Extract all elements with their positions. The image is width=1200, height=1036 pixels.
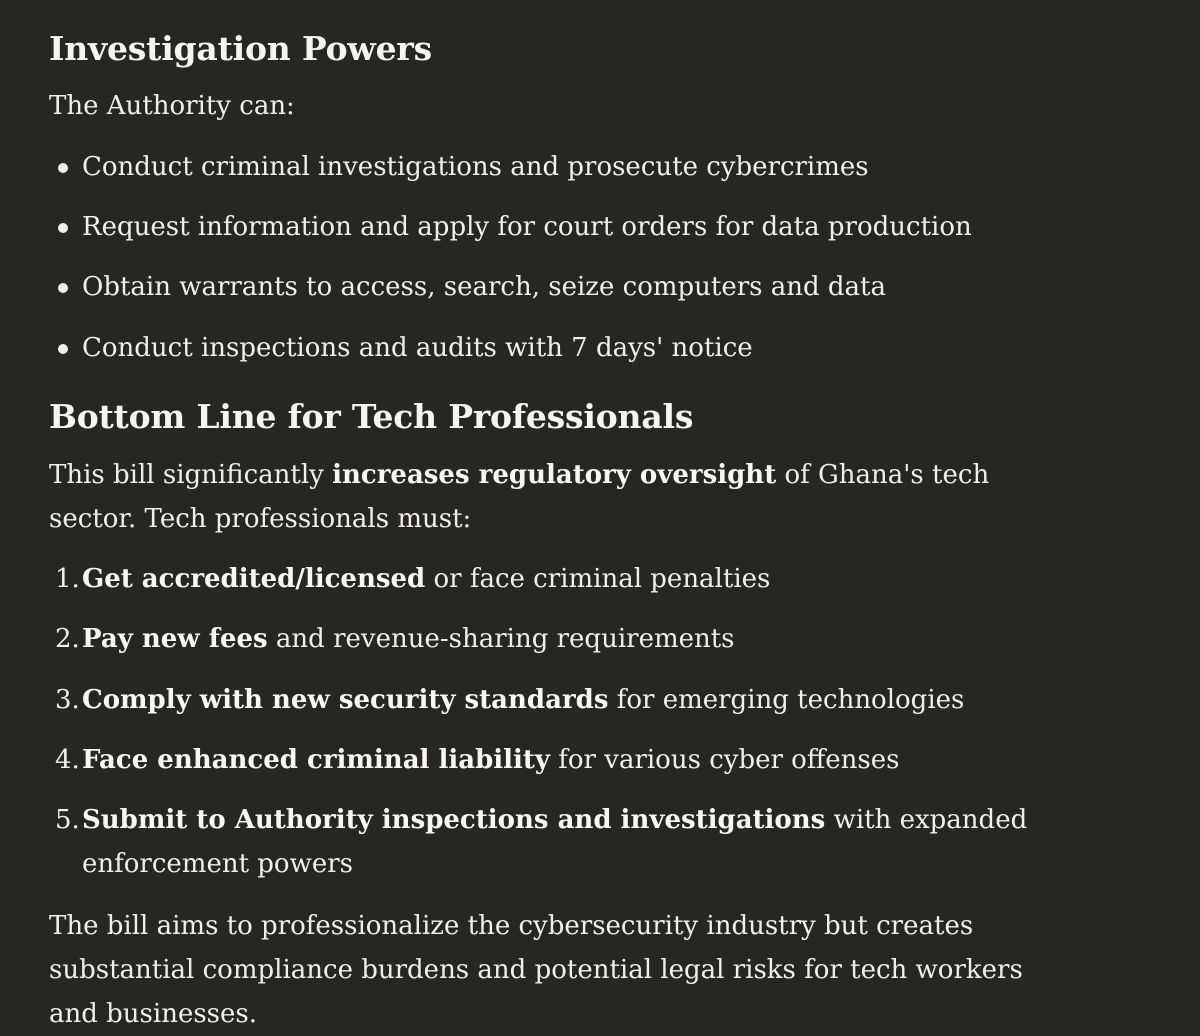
list-item-rest: for emerging technologies	[608, 685, 965, 715]
bullet-icon	[58, 163, 68, 173]
list-item-text: Conduct inspections and audits with 7 days' notice	[82, 333, 753, 363]
summary-text-post: of Ghana's tech sector. Tech professionals must:	[49, 460, 990, 534]
list-item-emphasis: Get accredited/licensed	[82, 564, 426, 594]
investigation-intro: The Authority can:	[49, 91, 295, 121]
list-item-text: Request information and apply for court orders for data production	[82, 212, 972, 242]
list-item-rest: and revenue-sharing requirements	[267, 624, 735, 654]
list-number: 2.	[55, 624, 80, 654]
list-number: 1.	[55, 564, 80, 594]
summary-emphasis: increases regulatory oversight	[332, 460, 777, 490]
closing-paragraph: The bill aims to professionalize the cybersecurity industry but creates substantial compliance burdens and potential legal risks for tech workers and businesses.	[49, 911, 1023, 1029]
bullet-icon	[58, 283, 68, 293]
list-item-text	[82, 738, 1092, 782]
bottom-line-summary	[49, 453, 1059, 541]
list-item-emphasis: Pay new fees	[82, 624, 268, 654]
list-item-emphasis: Comply with new security standards	[82, 685, 609, 715]
section-heading-bottom-line: Bottom Line for Tech Professionals	[49, 397, 694, 436]
list-item-text: Conduct criminal investigations and prosecute cybercrimes	[82, 152, 869, 182]
bullet-icon	[58, 223, 68, 233]
bullet-icon	[58, 344, 68, 354]
summary-text-pre: This bill significantly	[49, 460, 333, 490]
list-item-rest: with expanded enforcement powers	[82, 805, 1028, 879]
list-item-text	[82, 557, 1092, 601]
list-item-emphasis: Submit to Authority inspections and investigations	[82, 805, 826, 835]
list-number: 5.	[55, 805, 80, 835]
list-number: 4.	[55, 745, 80, 775]
list-number: 3.	[55, 685, 80, 715]
list-item-emphasis: Face enhanced criminal liability	[82, 745, 551, 775]
list-item-text	[82, 798, 1092, 886]
list-item-rest: for various cyber offenses	[550, 745, 900, 775]
section-heading-investigation-powers: Investigation Powers	[49, 29, 432, 68]
list-item-text	[82, 678, 1092, 722]
list-item-text: Obtain warrants to access, search, seize computers and data	[82, 272, 887, 302]
list-item-text	[82, 617, 1092, 661]
list-item-rest: or face criminal penalties	[425, 564, 771, 594]
